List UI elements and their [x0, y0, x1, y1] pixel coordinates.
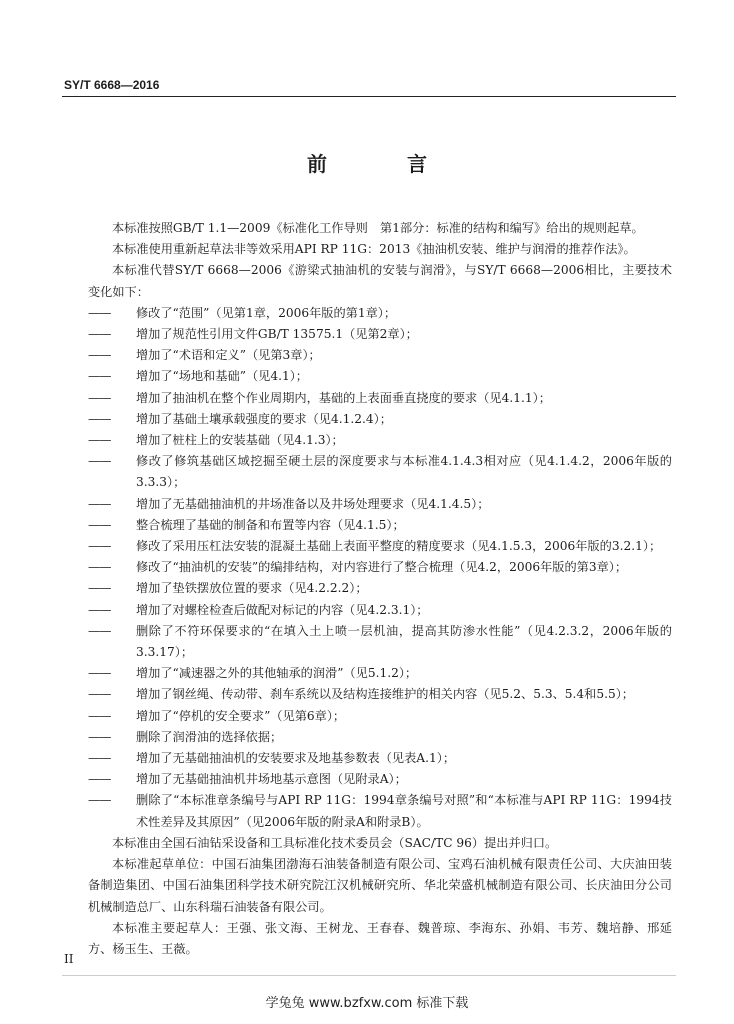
- list-item: [88, 684, 672, 705]
- dash-marker: ——: [88, 666, 111, 681]
- list-item: [88, 324, 672, 345]
- list-item-text: 增加了无基础抽油机井场地基示意图（见附录A）；: [136, 772, 407, 787]
- list-item: [88, 790, 672, 832]
- list-item: [88, 727, 672, 748]
- dash-marker: ——: [88, 729, 111, 744]
- dash-marker: ——: [88, 496, 111, 511]
- list-item-text: 修改了“范围”（见第1章，2006年版的第1章）；: [136, 305, 397, 320]
- standard-code: SY/T 6668—2016: [64, 78, 160, 92]
- list-item-text: 增加了桩柱上的安装基础（见4.1.3）；: [136, 433, 344, 448]
- list-item-text: 整合梳理了基础的制备和布置等内容（见4.1.5）；: [136, 517, 405, 532]
- list-item-text: 增加了“术语和定义”（见第3章）；: [136, 348, 321, 363]
- dash-marker: ——: [88, 708, 111, 723]
- list-item: [88, 600, 672, 621]
- list-item: [88, 494, 672, 515]
- list-item: [88, 769, 672, 790]
- list-item: [88, 663, 672, 684]
- list-item-text: 增加了规范性引用文件GB/T 13575.1（见第2章）；: [136, 327, 418, 342]
- list-item: [88, 451, 672, 493]
- paragraph: 本标准按照GB/T 1.1—2009《标准化工作导则 第1部分：标准的结构和编写》给出的规则起草。: [112, 221, 644, 235]
- list-item: [88, 345, 672, 366]
- dash-marker: ——: [88, 560, 111, 575]
- dash-marker: ——: [88, 411, 111, 426]
- dash-marker: ——: [88, 751, 111, 766]
- list-item-text: 修改了修筑基础区域挖掘至硬土层的深度要求与本标准4.1.4.3相对应（见4.1.4.2，2006年版的3.3.3）；: [136, 454, 672, 490]
- dash-marker: ——: [88, 772, 111, 787]
- dash-marker: ——: [88, 454, 111, 469]
- footer-rule: [62, 975, 676, 976]
- list-item: [88, 366, 672, 387]
- page-title: 前 言: [307, 152, 457, 176]
- header-rule: [62, 96, 676, 97]
- dash-marker: ——: [88, 433, 111, 448]
- paragraph: 本标准使用重新起草法非等效采用API RP 11G：2013《抽油机安装、维护与润滑的推荐作法》。: [112, 242, 636, 257]
- dash-marker: ——: [88, 581, 111, 596]
- list-item-text: 删除了“本标准章条编号与API RP 11G：1994章条编号对照”和“本标准与API RP 11G：1994技术性差异及其原因”（见2006年版的附录A和附录B）。: [136, 793, 672, 829]
- dash-marker: ——: [88, 539, 111, 554]
- list-item: [88, 515, 672, 536]
- dash-marker: ——: [88, 793, 111, 808]
- list-item-text: 增加了无基础抽油机的安装要求及地基参数表（见表A.1）；: [136, 751, 456, 766]
- list-item-text: 增加了无基础抽油机的井场准备以及井场处理要求（见4.1.4.5）；: [136, 496, 490, 511]
- list-item: [88, 388, 672, 409]
- paragraph: 本标准起草单位：中国石油集团渤海石油装备制造有限公司、宝鸡石油机械有限责任公司、大庆油田装备制造集团、中国石油集团科学技术研究院江汉机械研究所、华北荣盛机械制造有限公司、长庆油田分公司机械制造总厂、山东科瑞石油装备有限公司。: [88, 857, 672, 914]
- dash-marker: ——: [88, 305, 111, 320]
- dash-marker: ——: [88, 517, 111, 532]
- dash-marker: ——: [88, 348, 111, 363]
- list-item-text: 删除了不符环保要求的“在填入土上喷一层机油，提高其防渗水性能”（见4.2.3.2，2006年版的3.3.17）；: [136, 623, 672, 660]
- dash-marker: ——: [88, 687, 111, 702]
- list-item-text: 增加了垫铁摆放位置的要求（见4.2.2.2）；: [136, 581, 368, 596]
- list-item: [88, 706, 672, 727]
- list-item-text: 删除了润滑油的选择依据；: [136, 729, 283, 744]
- paragraph: 本标准代替SY/T 6668—2006《游梁式抽油机的安装与润滑》，与SY/T 6668—2006相比，主要技术变化如下：: [88, 263, 672, 299]
- page-number: II: [64, 952, 74, 966]
- dash-marker: ——: [88, 602, 111, 617]
- list-item-text: 增加了“场地和基础”（见4.1）；: [136, 369, 308, 384]
- list-item: [88, 536, 672, 557]
- dash-marker: ——: [88, 623, 111, 638]
- list-item-text: 增加了基础土壤承载强度的要求（见4.1.2.4）；: [136, 411, 392, 426]
- list-item-text: 修改了采用压杠法安装的混凝土基础上表面平整度的精度要求（见4.1.5.3，2006年版的3.2.1）；: [136, 539, 662, 554]
- document-body: [88, 218, 672, 960]
- list-item: [88, 748, 672, 769]
- list-item: [88, 409, 672, 430]
- watermark-text: 学兔兔 www.bzfxw.com 标准下载: [265, 996, 469, 1011]
- list-item: [88, 621, 672, 663]
- list-item-text: 增加了抽油机在整个作业周期内，基础的上表面垂直挠度的要求（见4.1.1）；: [136, 390, 551, 405]
- list-item: [88, 303, 672, 324]
- dash-marker: ——: [88, 369, 111, 384]
- paragraph: 本标准由全国石油钻采设备和工具标准化技术委员会（SAC/TC 96）提出并归口。: [112, 835, 558, 850]
- list-item-text: 修改了“抽油机的安装”的编排结构，对内容进行了整合梳理（见4.2，2006年版的第3章）；: [136, 560, 628, 575]
- list-item-text: 增加了“停机的安全要求”（见第6章）；: [136, 708, 346, 723]
- list-item-text: 增加了钢丝绳、传动带、刹车系统以及结构连接维护的相关内容（见5.2、5.3、5.4和5.5）；: [136, 687, 634, 702]
- list-item: [88, 557, 672, 578]
- list-item-text: 增加了“减速器之外的其他轴承的润滑”（见5.1.2）；: [136, 666, 418, 681]
- dash-marker: ——: [88, 327, 111, 342]
- dash-marker: ——: [88, 390, 111, 405]
- list-item-text: 增加了对螺栓检查后做配对标记的内容（见4.2.3.1）；: [136, 602, 429, 617]
- list-item: [88, 578, 672, 599]
- paragraph: 本标准主要起草人：王强、张文海、王树龙、王春春、魏普琼、李海东、孙娟、韦芳、魏培静、邢延方、杨玉生、王薇。: [88, 920, 672, 956]
- list-item: [88, 430, 672, 451]
- changes-list: [88, 303, 672, 833]
